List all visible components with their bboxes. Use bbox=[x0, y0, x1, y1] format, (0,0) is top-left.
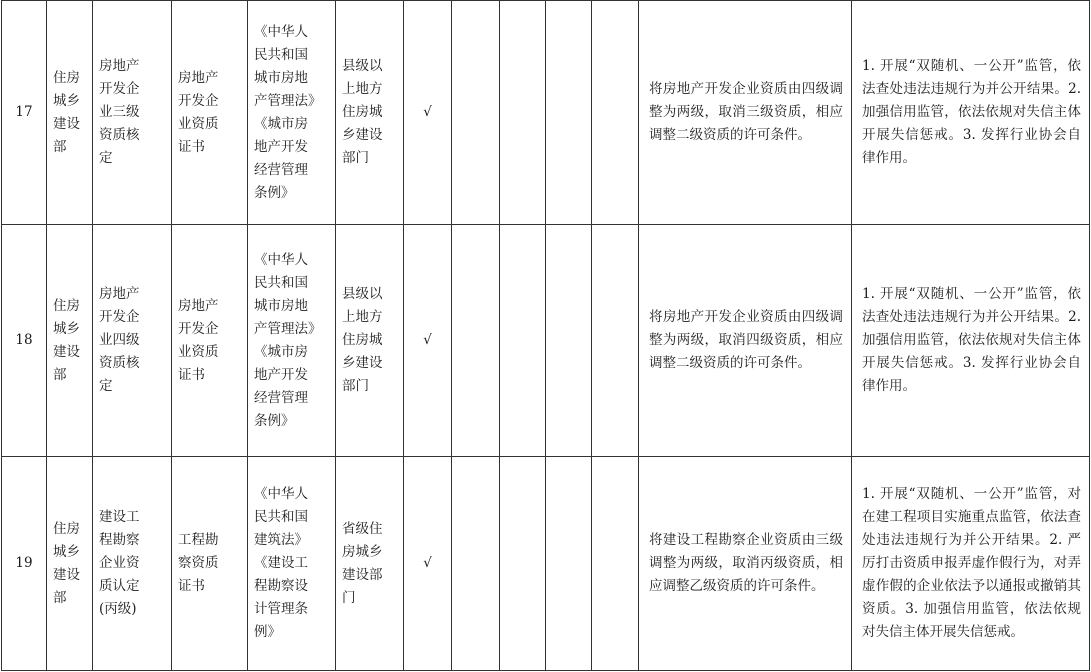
reform-content-cell: 将房地产开发企业资质由四级调整为两级，取消四级资质，相应调整二级资质的许可条件。 bbox=[639, 225, 852, 457]
item-name-cell: 建设工 程勘察 企业资 质认定 (丙级) bbox=[93, 457, 172, 671]
empty-cell bbox=[452, 1, 500, 225]
legal-basis-cell: 《中华人 民共和国 城市房地 产管理法》 《城市房 地产开发 经营管理 条例》 bbox=[248, 225, 336, 457]
empty-cell bbox=[500, 1, 546, 225]
department-cell: 住房 城乡 建设 部 bbox=[47, 225, 93, 457]
implementing-body-cell: 县级以 上地方 住房城 乡建设 部门 bbox=[336, 1, 404, 225]
supervision-measures-cell: 1. 开展“双随机、一公开”监管，依法查处违法违规行为并公开结果。2. 加强信用监管，依法依规对失信主体开展失信惩戒。3. 发挥行业协会自律作用。 bbox=[852, 225, 1090, 457]
row-number: 17 bbox=[2, 1, 47, 225]
implementing-body-cell: 省级住 房城乡 建设部 门 bbox=[336, 457, 404, 671]
check-mark-cell: √ bbox=[404, 225, 452, 457]
empty-cell bbox=[546, 225, 592, 457]
empty-cell bbox=[500, 225, 546, 457]
certificate-cell: 房地产 开发企 业资质 证书 bbox=[172, 225, 248, 457]
empty-cell bbox=[452, 457, 500, 671]
implementing-body-cell: 县级以 上地方 住房城 乡建设 部门 bbox=[336, 225, 404, 457]
table-row bbox=[2, 1, 1090, 225]
empty-cell bbox=[500, 457, 546, 671]
empty-cell bbox=[546, 1, 592, 225]
empty-cell bbox=[592, 1, 639, 225]
check-mark-cell: √ bbox=[404, 1, 452, 225]
item-name-cell: 房地产 开发企 业四级 资质核 定 bbox=[93, 225, 172, 457]
legal-basis-cell: 《中华人 民共和国 城市房地 产管理法》 《城市房 地产开发 经营管理 条例》 bbox=[248, 1, 336, 225]
legal-basis-cell: 《中华人 民共和国 建筑法》 《建设工 程勘察设 计管理条 例》 bbox=[248, 457, 336, 671]
item-name-cell: 房地产 开发企 业三级 资质核 定 bbox=[93, 1, 172, 225]
reform-content-cell: 将建设工程勘察企业资质由三级调整为两级，取消丙级资质，相应调整乙级资质的许可条件。 bbox=[639, 457, 852, 671]
table-row bbox=[2, 457, 1090, 671]
check-mark-cell: √ bbox=[404, 457, 452, 671]
policy-table bbox=[1, 0, 1090, 671]
certificate-cell: 工程勘 察资质 证书 bbox=[172, 457, 248, 671]
empty-cell bbox=[546, 457, 592, 671]
empty-cell bbox=[452, 225, 500, 457]
department-cell: 住房 城乡 建设 部 bbox=[47, 457, 93, 671]
supervision-measures-cell: 1. 开展“双随机、一公开”监管，依法查处违法违规行为并公开结果。2. 加强信用监管，依法依规对失信主体开展失信惩戒。3. 发挥行业协会自律作用。 bbox=[852, 1, 1090, 225]
reform-content-cell: 将房地产开发企业资质由四级调整为两级，取消三级资质，相应调整二级资质的许可条件。 bbox=[639, 1, 852, 225]
empty-cell bbox=[592, 457, 639, 671]
empty-cell bbox=[592, 225, 639, 457]
supervision-measures-cell: 1. 开展“双随机、一公开”监管，对在建工程项目实施重点监管，依法查处违法违规行为并公开结果。2. 严厉打击资质申报弄虚作假行为，对弄虚作假的企业依法予以通报或撤销其资质。3. 加强信用监管，依法依规对失信主体开展失信惩戒。 bbox=[852, 457, 1090, 671]
certificate-cell: 房地产 开发企 业资质 证书 bbox=[172, 1, 248, 225]
row-number: 18 bbox=[2, 225, 47, 457]
table-row bbox=[2, 225, 1090, 457]
row-number: 19 bbox=[2, 457, 47, 671]
department-cell: 住房 城乡 建设 部 bbox=[47, 1, 93, 225]
